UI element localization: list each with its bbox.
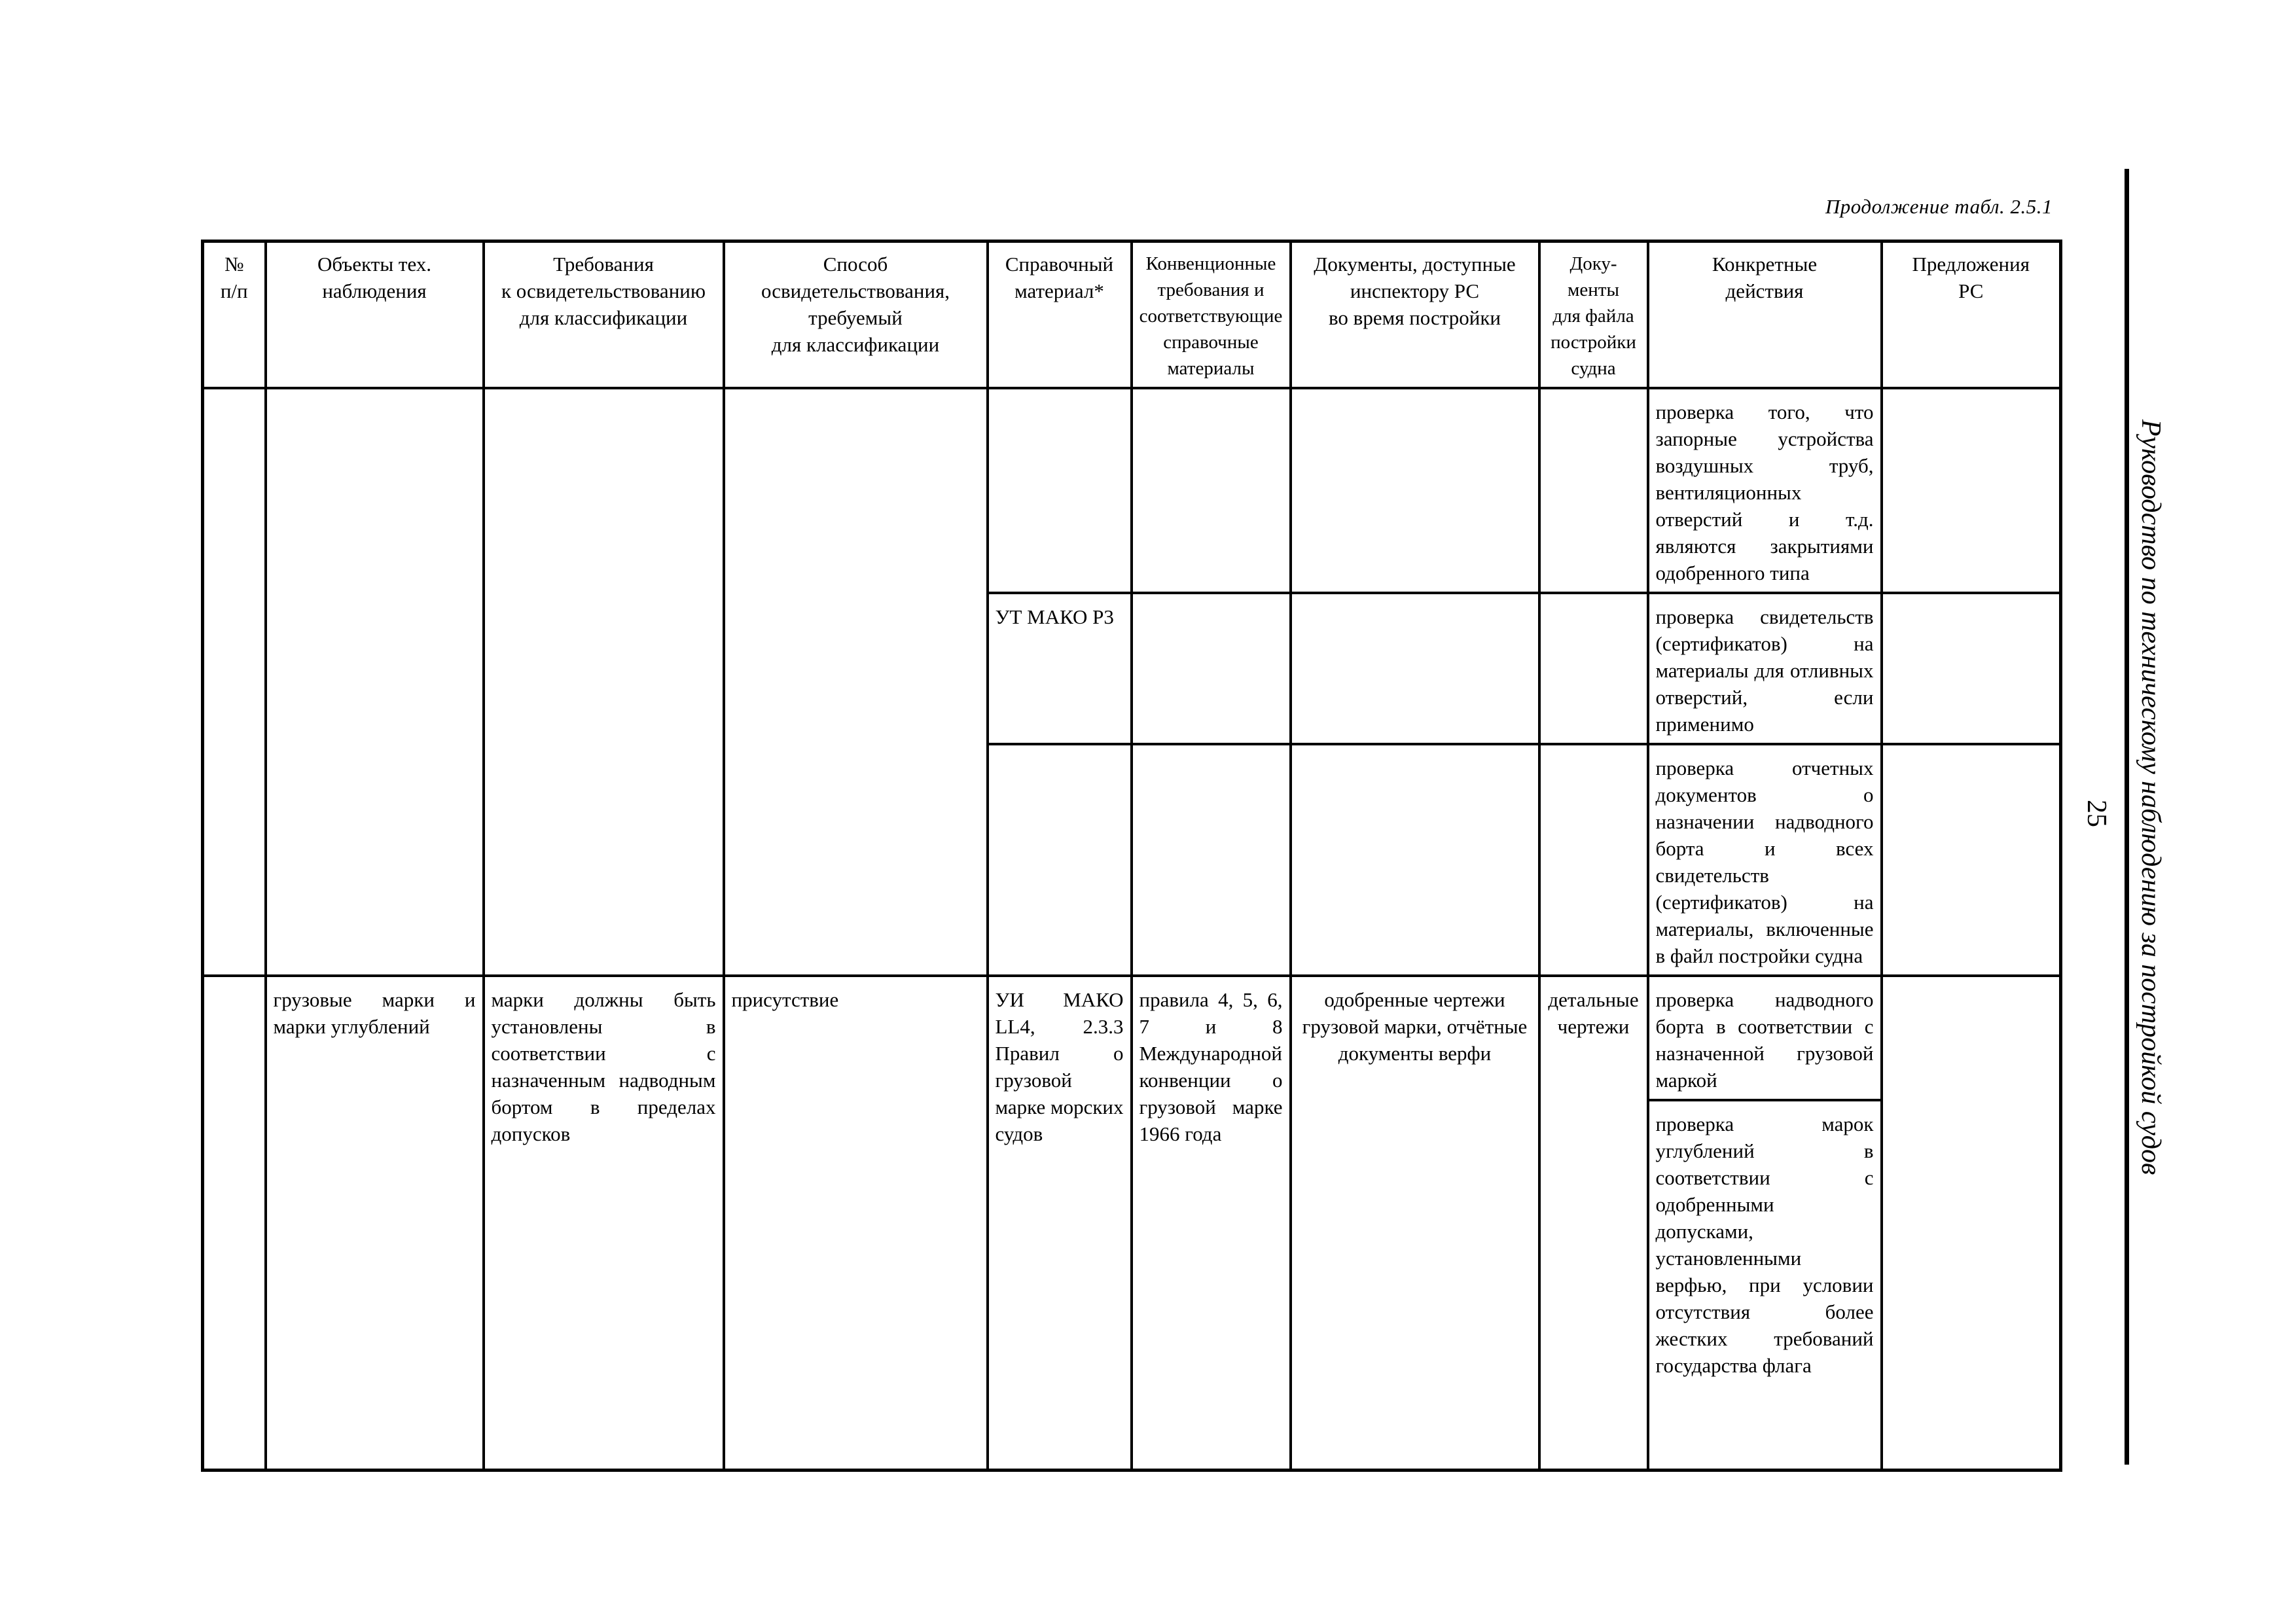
cell-documents [1291,593,1539,744]
cell-number [203,388,266,976]
column-header-survey-method: Способ освидетельствования, требуемый для классификации [724,241,988,389]
cell-requirements [484,388,724,976]
cell-convention [1132,388,1291,593]
inspection-table [201,240,2062,1472]
cell-actions: проверка надводного борта в соответствии с назначенной грузовой маркой [1648,976,1882,1100]
column-header-reference: Справочный материал* [988,241,1132,389]
cell-file-documents: детальные чертежи [1539,976,1648,1470]
cell-file-documents [1539,388,1648,593]
cell-actions: проверка свидетельств (сертификатов) на материалы для отливных отверстий, если применимо [1648,593,1882,744]
cell-proposals [1882,593,2061,744]
column-header-actions: Конкретные действия [1648,241,1882,389]
cell-convention [1132,593,1291,744]
cell-requirements: марки должны быть установлены в соответствии с назначенным надводным бортом в пределах допусков [484,976,724,1470]
cell-actions: проверка отчетных документов о назначении надводного борта и всех свидетельств (сертификатов) на материалы, включенные в файл постройки судна [1648,744,1882,976]
cell-file-documents [1539,744,1648,976]
table-row [203,388,2061,593]
cell-reference: УИ МАКО LL4, 2.3.3 Правил о грузовой марке морских судов [988,976,1132,1470]
running-title: Руководство по техническому наблюдению за постройкой судов [2136,419,2166,1175]
table-header-row [203,241,2061,389]
cell-documents: одобренные чертежи грузовой марки, отчётные документы верфи [1291,976,1539,1470]
cell-reference: УТ МАКО Р3 [988,593,1132,744]
cell-file-documents [1539,593,1648,744]
cell-documents [1291,744,1539,976]
column-header-documents: Документы, доступные инспектору РС во время постройки [1291,241,1539,389]
page-number: 25 [2081,800,2111,827]
column-header-number: № п/п [203,241,266,389]
vertical-rule [2125,169,2129,1465]
table-continuation-caption: Продолжение табл. 2.5.1 [1825,195,2053,218]
cell-method [724,388,988,976]
column-header-objects: Объекты тех. наблюдения [266,241,484,389]
cell-actions: проверка марок углублений в соответствии с одобренными допусками, установленными верфью, при условии отсутствия более жестких требований государства флага [1648,1100,1882,1470]
cell-number [203,976,266,1470]
cell-object: грузовые марки и марки углублений [266,976,484,1470]
cell-method: присутствие [724,976,988,1470]
cell-proposals [1882,744,2061,976]
cell-actions: проверка того, что запорные устройства воздушных труб, вентиляционных отверстий и т.д. являются закрытиями одобренного типа [1648,388,1882,593]
cell-convention [1132,744,1291,976]
column-header-proposals: Предложения РС [1882,241,2061,389]
table-row [203,976,2061,1100]
cell-object [266,388,484,976]
cell-proposals [1882,388,2061,593]
cell-proposals [1882,976,2061,1470]
cell-reference [988,388,1132,593]
column-header-file-documents: Доку- менты для файла постройки судна [1539,241,1648,389]
cell-documents [1291,388,1539,593]
column-header-requirements: Требования к освидетельствованию для классификации [484,241,724,389]
column-header-convention: Конвенционные требования и соответствующие справочные материалы [1132,241,1291,389]
cell-convention: правила 4, 5, 6, 7 и 8 Международной конвенции о грузовой марке 1966 года [1132,976,1291,1470]
cell-reference [988,744,1132,976]
